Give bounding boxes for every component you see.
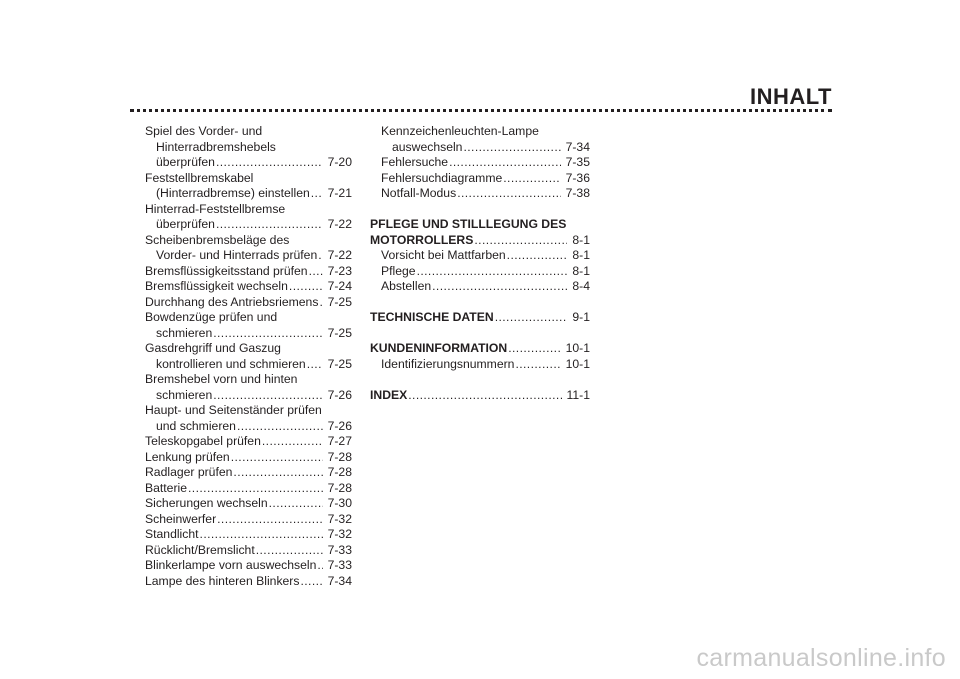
toc-entry <box>145 233 352 249</box>
toc-entry[interactable] <box>370 310 590 326</box>
toc-leader-dots <box>213 388 322 404</box>
toc-leader-dots <box>188 481 323 497</box>
toc-entry[interactable] <box>145 155 352 171</box>
toc-leader-dots <box>408 388 561 404</box>
toc-entry-title: Haupt- und Seitenständer prüfen <box>145 403 322 417</box>
toc-entry[interactable] <box>145 558 352 574</box>
toc-entry <box>145 403 352 419</box>
toc-entry-page: 7-34 <box>565 139 590 154</box>
toc-entry-title: Fehlersuche <box>381 155 449 169</box>
toc-leader-dots <box>474 233 567 249</box>
toc-entry-title: Standlicht <box>145 527 199 541</box>
toc-entry-title: Scheinwerfer <box>145 511 217 526</box>
toc-entry-page: 10-1 <box>565 356 590 371</box>
toc-entry-page: 7-27 <box>327 434 352 448</box>
toc-entry-title: Teleskopgabel prüfen <box>145 434 261 448</box>
toc-entry[interactable] <box>145 512 352 528</box>
toc-entry[interactable] <box>145 248 352 264</box>
toc-entry-title: Vorder- und Hinterrads prüfen <box>156 248 318 262</box>
toc-entry-title: Lenkung prüfen <box>145 449 230 464</box>
toc-entry-title: Sicherungen wechseln <box>145 496 268 510</box>
toc-entry-page: 7-28 <box>327 480 352 495</box>
toc-entry-title: schmieren <box>156 387 213 402</box>
toc-entry-page: 7-25 <box>327 356 352 371</box>
toc-leader-dots <box>463 140 560 156</box>
toc-entry-title: auswechseln <box>392 139 463 154</box>
toc-entry[interactable] <box>145 295 352 311</box>
toc-entry[interactable] <box>370 279 590 295</box>
toc-spacer <box>370 372 590 388</box>
toc-leader-dots <box>515 357 560 373</box>
toc-entry-title: kontrollieren und schmieren <box>156 356 306 371</box>
toc-entry-title: Radlager prüfen <box>145 465 233 479</box>
toc-entry[interactable] <box>145 388 352 404</box>
watermark: carmanualsonline.info <box>696 644 946 672</box>
toc-entry <box>145 140 352 156</box>
toc-entry[interactable] <box>145 217 352 233</box>
toc-entry-title: Batterie <box>145 480 188 495</box>
toc-entry-title: MOTORROLLERS <box>370 232 474 247</box>
toc-entry[interactable] <box>145 419 352 435</box>
toc-entry[interactable] <box>370 264 590 280</box>
toc-entry-title: Bremsflüssigkeitsstand prüfen <box>145 263 308 278</box>
toc-leader-dots <box>216 155 323 171</box>
toc-entry[interactable] <box>145 186 352 202</box>
toc-entry-title: PFLEGE UND STILLLEGUNG DES <box>370 217 567 231</box>
toc-leader-dots <box>457 186 560 202</box>
toc-entry[interactable] <box>145 450 352 466</box>
toc-leader-dots <box>213 326 322 342</box>
toc-entry[interactable] <box>145 357 352 373</box>
toc-leader-dots <box>507 248 568 264</box>
toc-entry-page: 7-30 <box>327 496 352 510</box>
toc-entry-title: INDEX <box>370 387 408 402</box>
toc-entry-page: 7-33 <box>327 558 352 572</box>
toc-entry-page: 7-25 <box>327 294 352 309</box>
toc-leader-dots <box>233 465 322 481</box>
toc-column-right <box>370 124 590 403</box>
toc-entry-title: Bowdenzüge prüfen und <box>145 310 278 324</box>
toc-entry-title: Blinkerlampe vorn auswechseln <box>145 558 317 572</box>
toc-leader-dots <box>231 450 323 466</box>
toc-entry <box>145 124 352 140</box>
toc-entry[interactable] <box>370 140 590 156</box>
toc-entry-title: TECHNISCHE DATEN <box>370 310 494 324</box>
toc-entry-page: 7-21 <box>327 186 352 200</box>
toc-spacer <box>370 295 590 311</box>
toc-entry[interactable] <box>370 388 590 404</box>
toc-entry-title: Notfall-Modus <box>381 186 457 200</box>
toc-entry-title: Abstellen <box>381 279 432 293</box>
toc-entry-page: 8-4 <box>572 279 590 293</box>
toc-entry-title: überprüfen <box>156 155 215 169</box>
toc-leader-dots <box>300 574 322 590</box>
toc-leader-dots <box>495 310 568 326</box>
toc-leader-dots <box>311 186 323 202</box>
toc-entry-title: Fehlersuchdiagramme <box>381 170 503 185</box>
toc-entry-title: Spiel des Vorder- und <box>145 124 263 138</box>
toc-leader-dots <box>508 341 560 357</box>
toc-entry-title: Identifizierungsnummern <box>381 356 515 371</box>
toc-entry-page: 7-22 <box>327 248 352 262</box>
toc-entry-page: 7-20 <box>327 155 352 169</box>
toc-entry-page: 7-26 <box>327 418 352 433</box>
toc-leader-dots <box>318 248 322 264</box>
toc-entry-page: 7-33 <box>327 542 352 557</box>
toc-entry-title: (Hinterradbremse) einstellen <box>156 186 310 200</box>
toc-entry-page: 8-1 <box>572 232 590 247</box>
toc-entry[interactable] <box>370 341 590 357</box>
toc-entry-page: 7-28 <box>327 465 352 479</box>
toc-entry[interactable] <box>370 186 590 202</box>
toc-entry <box>145 372 352 388</box>
toc-entry-page: 7-38 <box>565 186 590 200</box>
toc-entry <box>145 341 352 357</box>
header-rule <box>130 109 832 112</box>
toc-entry-page: 7-34 <box>327 573 352 588</box>
toc-entry-title: Feststellbremskabel <box>145 170 254 185</box>
toc-entry-page: 8-1 <box>572 248 590 262</box>
toc-entry <box>145 202 352 218</box>
toc-entry-page: 7-25 <box>327 325 352 340</box>
toc-leader-dots <box>237 419 323 435</box>
toc-leader-dots <box>200 527 323 543</box>
toc-column-left <box>145 124 352 589</box>
toc-entry-title: Hinterradbremshebels <box>156 139 276 154</box>
toc-entry-title: Scheibenbremsbeläge des <box>145 232 290 247</box>
toc-entry-page: 11-1 <box>566 387 590 402</box>
toc-entry-page: 7-35 <box>565 155 590 169</box>
toc-entry[interactable] <box>145 326 352 342</box>
toc-leader-dots <box>449 155 561 171</box>
toc-spacer <box>370 326 590 342</box>
toc-entry <box>370 217 590 233</box>
toc-entry-page: 8-1 <box>572 263 590 278</box>
toc-entry-page: 7-23 <box>327 263 352 278</box>
toc-entry[interactable] <box>145 574 352 590</box>
toc-leader-dots <box>256 543 323 559</box>
toc-entry-title: Hinterrad-Feststellbremse <box>145 201 286 216</box>
toc-entry-title: Gasdrehgriff und Gaszug <box>145 341 281 355</box>
toc-entry-title: Rücklicht/Bremslicht <box>145 542 255 557</box>
toc-leader-dots <box>309 264 323 280</box>
toc-entry[interactable] <box>370 248 590 264</box>
toc-leader-dots <box>289 279 323 295</box>
toc-leader-dots <box>417 264 568 280</box>
toc-leader-dots <box>216 217 323 233</box>
toc-entry[interactable] <box>370 171 590 187</box>
toc-entry-page: 7-32 <box>327 511 352 526</box>
toc-entry[interactable] <box>145 481 352 497</box>
toc-leader-dots <box>307 357 323 373</box>
toc-entry-title: Pflege <box>381 263 416 278</box>
toc-entry-title: Lampe des hinteren Blinkers <box>145 573 300 588</box>
toc-entry-title: Vorsicht bei Mattfarben <box>381 248 506 262</box>
toc-entry-title: KUNDENINFORMATION <box>370 341 508 355</box>
toc-entry-title: Bremsflüssigkeit wechseln <box>145 279 288 293</box>
toc-leader-dots <box>503 171 560 187</box>
toc-entry[interactable] <box>370 357 590 373</box>
toc-entry[interactable] <box>145 543 352 559</box>
toc-leader-dots <box>217 512 322 528</box>
toc-entry[interactable] <box>145 264 352 280</box>
toc-entry-title: und schmieren <box>156 418 236 433</box>
toc-entry[interactable] <box>145 527 352 543</box>
toc-entry[interactable] <box>145 465 352 481</box>
toc-leader-dots <box>317 558 322 574</box>
toc-entry[interactable] <box>370 155 590 171</box>
toc-spacer <box>370 202 590 218</box>
toc-entry-page: 7-22 <box>327 217 352 231</box>
toc-leader-dots <box>262 434 323 450</box>
toc-entry[interactable] <box>145 434 352 450</box>
toc-entry-title: schmieren <box>156 325 213 340</box>
page-title: INHALT <box>749 84 832 109</box>
toc-entry-title: Durchhang des Antriebsriemens <box>145 294 319 309</box>
toc-entry <box>145 171 352 187</box>
toc-leader-dots <box>432 279 567 295</box>
toc-entry-page: 9-1 <box>572 310 590 324</box>
toc-leader-dots <box>319 295 322 311</box>
toc-leader-dots <box>269 496 323 512</box>
toc-entry-page: 7-32 <box>327 527 352 541</box>
toc-entry[interactable] <box>145 496 352 512</box>
toc-entry-title: Kennzeichenleuchten-Lampe <box>381 124 539 138</box>
toc-entry-page: 7-28 <box>327 449 352 464</box>
toc-entry[interactable] <box>370 233 590 249</box>
toc-entry-title: überprüfen <box>156 217 215 231</box>
toc-entry <box>370 124 590 140</box>
toc-entry-page: 10-1 <box>565 341 590 355</box>
toc-entry <box>145 310 352 326</box>
toc-entry-page: 7-24 <box>327 279 352 293</box>
toc-entry-page: 7-36 <box>565 170 590 185</box>
toc-entry-title: Bremshebel vorn und hinten <box>145 372 298 386</box>
toc-entry[interactable] <box>145 279 352 295</box>
toc-entry-page: 7-26 <box>327 387 352 402</box>
